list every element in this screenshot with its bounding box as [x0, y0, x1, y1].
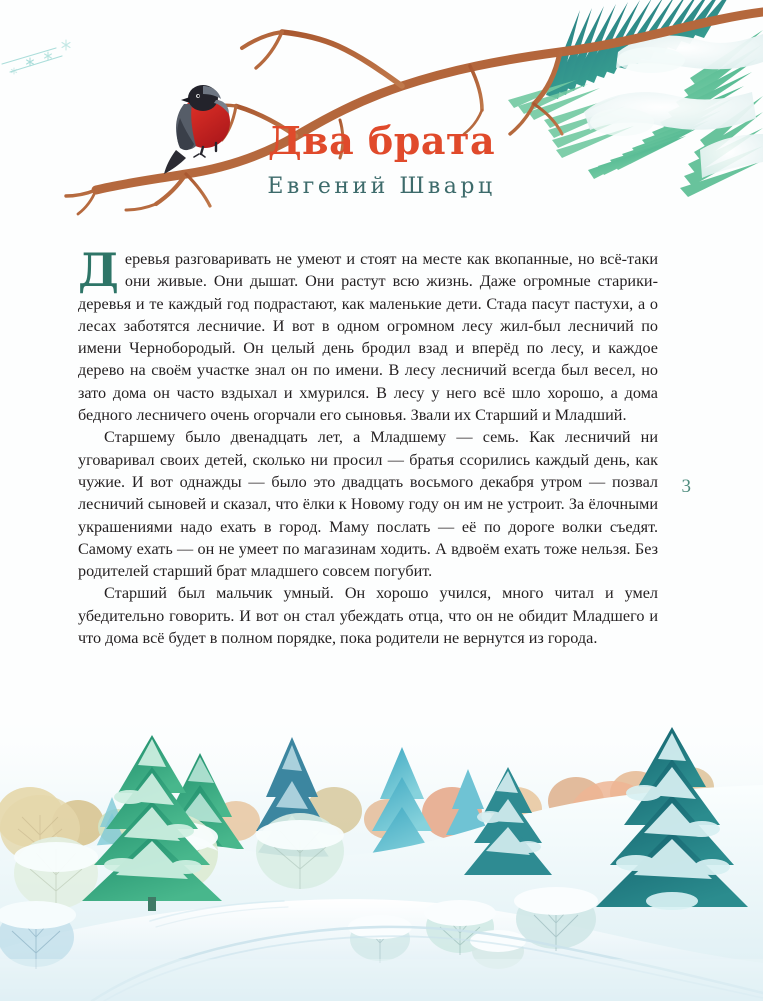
page-number: 3	[681, 476, 691, 497]
bottom-illustration	[0, 701, 763, 1001]
story-paragraph: Старший был мальчик умный. Он хорошо учился, много читал и умел убедительно говорить. И вот он стал убеждать отца, что он не обидит Младшего и что дома всё будет в полном порядке, пока родители не вернутся из города.	[78, 584, 658, 648]
story-author: Евгений Шварц	[267, 174, 496, 199]
story-paragraph: Деревья разговаривать не умеют и стоят на месте как вкопанные, но всё-таки они живые. Они дышат. Они растут всю жизнь. Даже огромные старики-деревья и те каждый год подрастают, как маленькие дети. Стада пасут пастухи, а о лесах заботятся лесничие. И вот в одном огромном лесу жил-был лесничий по имени Чернобородый. Он целый день бродил взад и вперёд по лесу, и каждое дерево на своём участке знал он по имени. В лесу лесничий всегда был весел, но зато дома он часто вздыхал и хмурился. В лесу у него всё шло хорошо, а дома бедного лесничего очень огорчали его сыновья. Звали их Старший и Младший.	[78, 243, 658, 425]
story-paragraph: Старшему было двенадцать лет, а Младшему — семь. Как лесничий ни уговаривал своих детей, сколько ни просил — братья ссорились каждый день, как чужие. И вот однажды — было это двадцать восьмого декабря утром — позвал лесничий сыновей и сказал, что ёлки к Новому году он им не устроит. За ёлочными украшениями надо ехать в город. Маму послать — её по дороге волки съедят. Самому ехать — он не умеет по магазинам ходить. А вдвоём ехать тоже нельзя. Без родителей старший брат младшего совсем погубит.	[78, 428, 658, 581]
snow-tracks	[92, 901, 763, 1001]
story-title: Два брата	[267, 118, 496, 163]
snow-hill-front	[0, 899, 763, 1001]
title-block	[0, 118, 763, 199]
background-firs	[96, 737, 494, 891]
background-tree-row	[0, 767, 714, 865]
snow-bush-row	[14, 813, 344, 909]
midground-fir-dark	[464, 767, 552, 875]
snowflake-sparkles	[0, 18, 150, 108]
foreground-fir-dark	[596, 727, 748, 910]
snow-hill-mid	[0, 785, 763, 1001]
front-snow-bushes	[0, 887, 598, 969]
foreground-fir-green	[82, 735, 222, 911]
story-text-column	[78, 243, 658, 649]
